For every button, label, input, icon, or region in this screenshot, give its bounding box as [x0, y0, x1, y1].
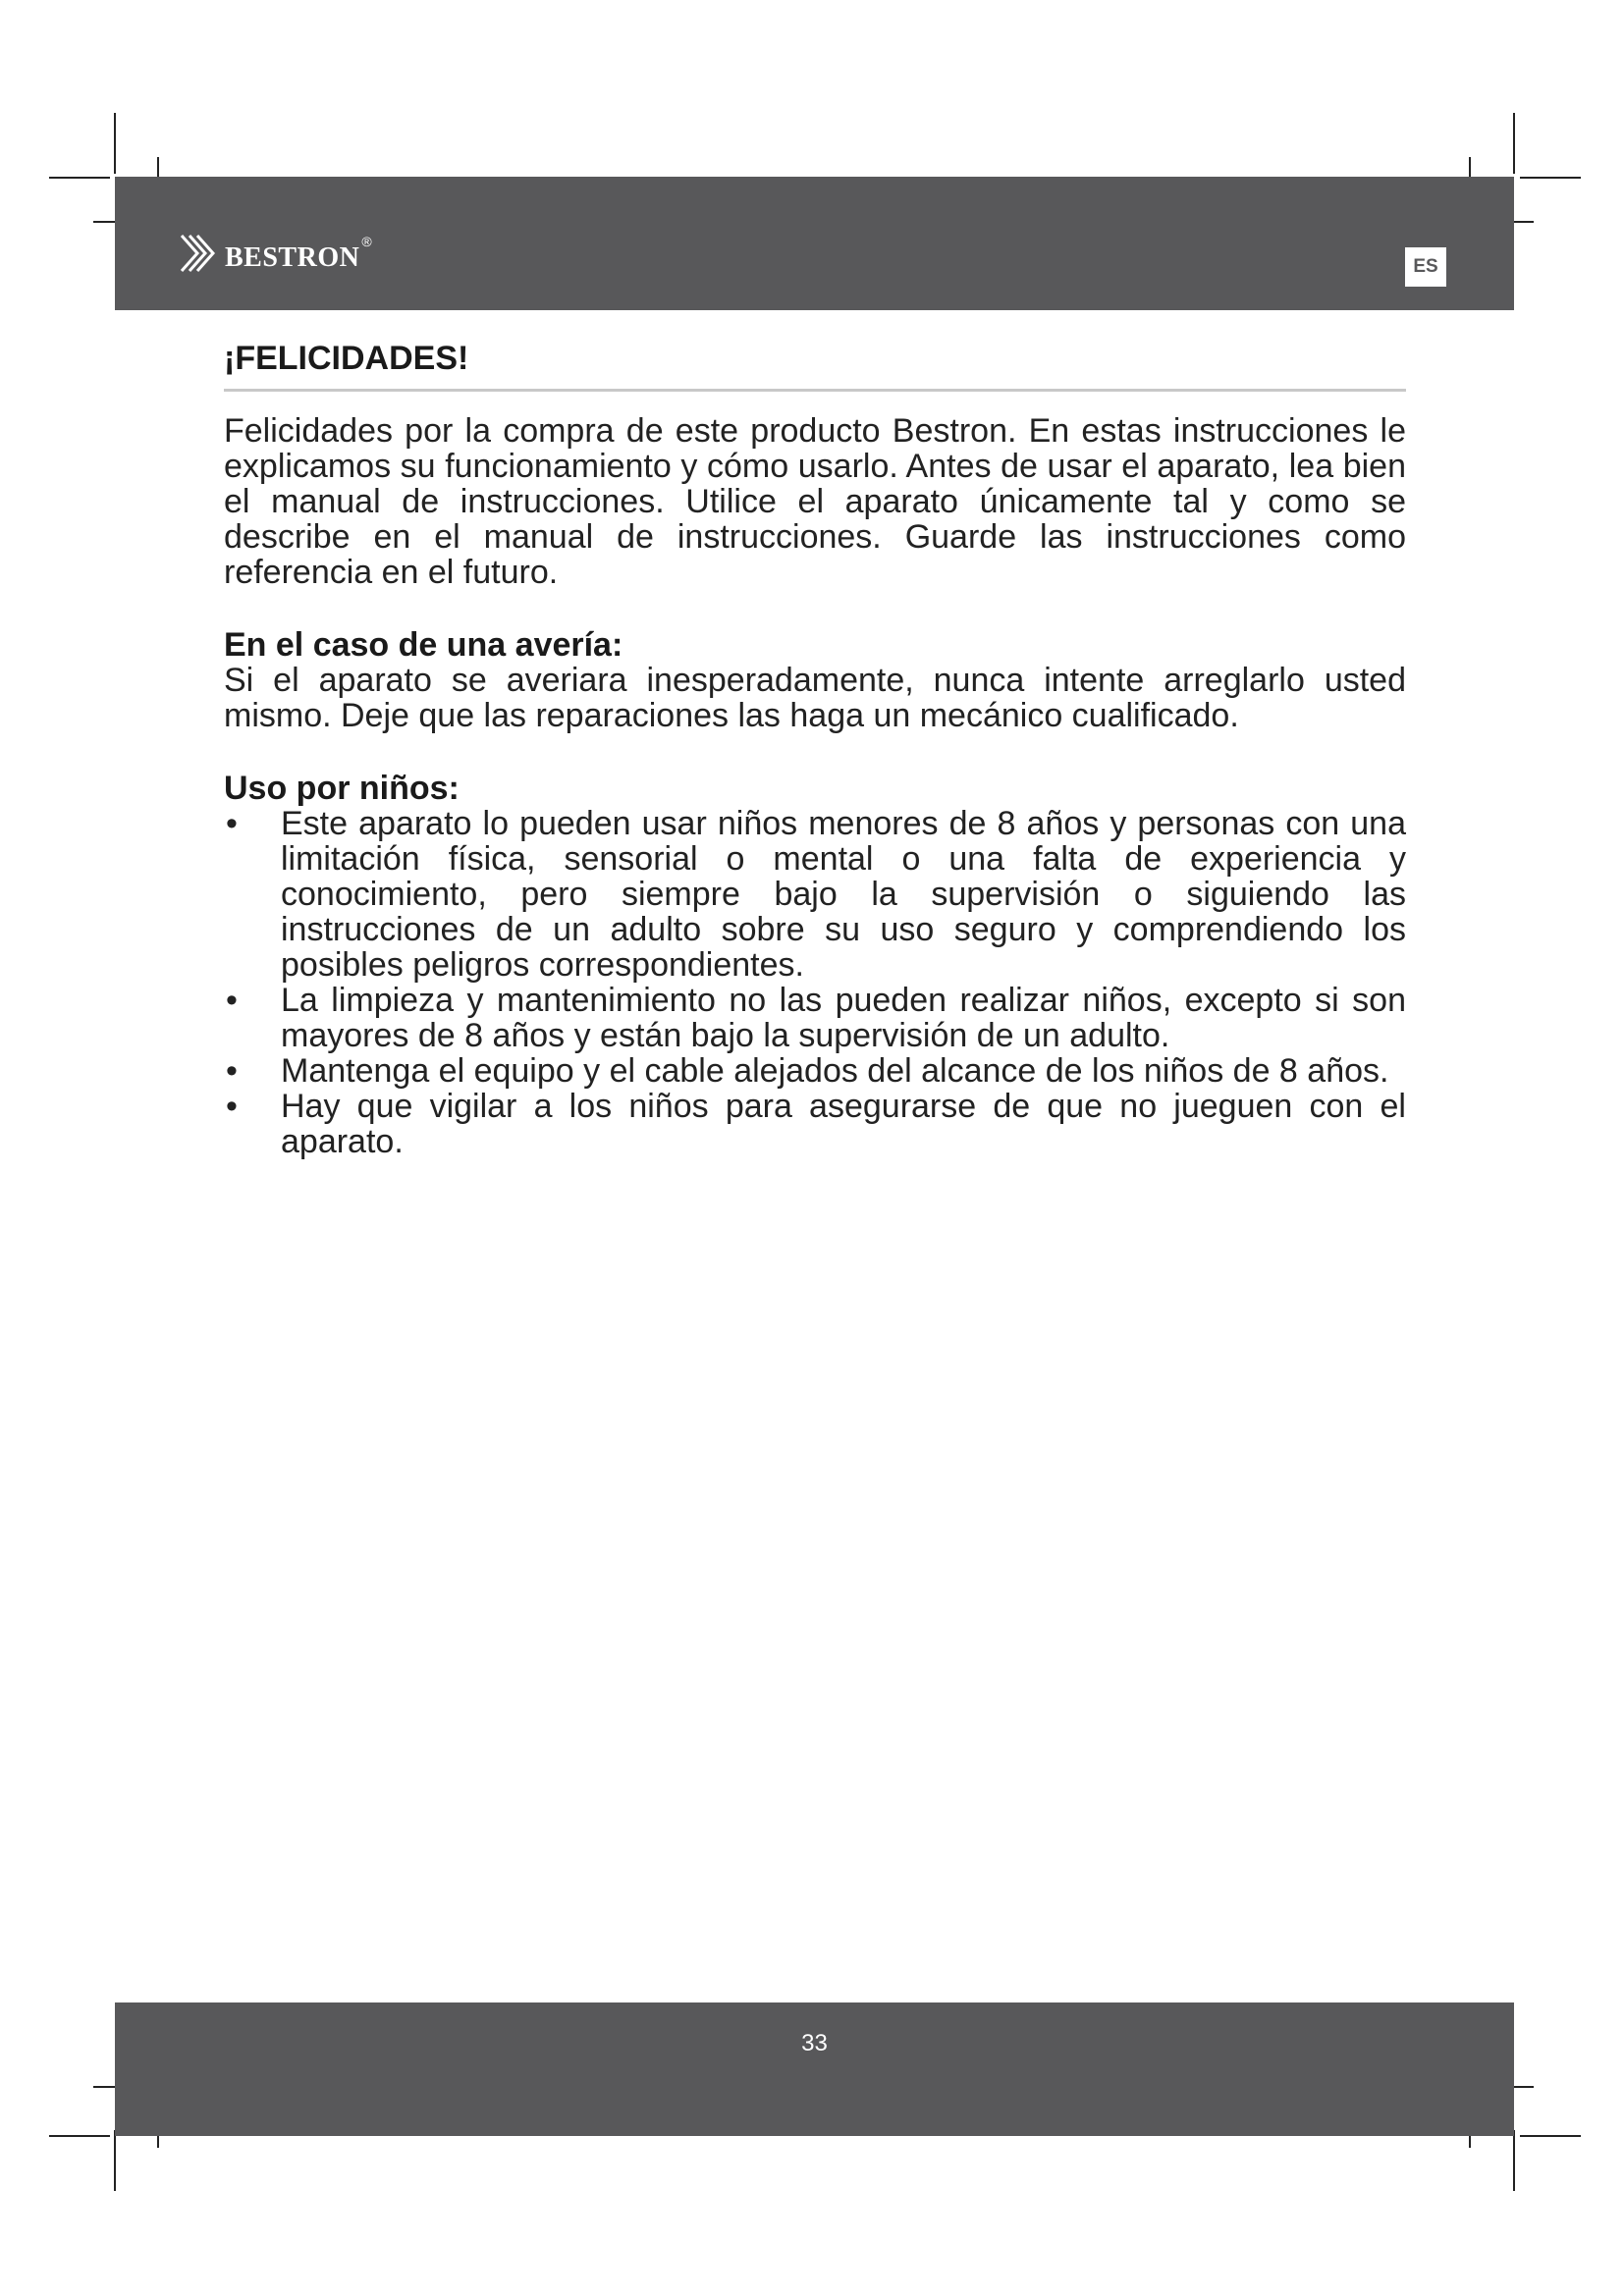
intro-paragraph: Felicidades por la compra de este producto Bestron. En estas instrucciones le explicamos su funcionamiento y cómo usarlo. Antes de usar el aparato, lea bien el manual de instrucciones. Utilice el aparato únicamente tal y como se describe en el manual de instrucciones. Guarde las instrucciones como referencia en el futuro. — [224, 411, 1406, 591]
list-item — [224, 1089, 1406, 1159]
list-item-text: Este aparato lo pueden usar niños menores de 8 años y personas con una limitación física, sensorial o mental o una falta de experiencia y conocimiento, pero siempre bajo la supervisión o siguiendo las instrucciones de un adulto sobre su uso seguro y comprendiendo los posibles peligros correspondientes. — [281, 804, 1406, 984]
footer-bar — [115, 2002, 1514, 2136]
crop-mark — [1513, 2130, 1515, 2191]
crop-mark — [114, 2130, 116, 2191]
children-bullet-list — [224, 806, 1406, 1159]
crop-mark — [49, 2135, 110, 2137]
section-heading-children: Uso por niños: — [224, 769, 460, 807]
bullet-icon: • — [226, 1087, 238, 1125]
chevron-logo-icon — [180, 234, 219, 273]
bullet-icon: • — [226, 1051, 238, 1090]
brand-name: bestron — [225, 231, 360, 275]
list-item — [224, 983, 1406, 1053]
page-title: ¡FELICIDADES! — [224, 340, 469, 377]
crop-mark — [1520, 177, 1581, 179]
page-content — [224, 339, 1406, 1159]
section-heading-breakdown: En el caso de una avería: — [224, 625, 623, 664]
list-item-text: Hay que vigilar a los niños para asegurarse de que no jueguen con el aparato. — [281, 1087, 1406, 1160]
list-item — [224, 1053, 1406, 1089]
list-item-text: La limpieza y mantenimiento no las pueden realizar niños, excepto si son mayores de 8 años y están bajo la supervisión de un adulto. — [281, 981, 1406, 1054]
section-text-breakdown: Si el aparato se averiara inesperadamente, nunca intente arreglarlo usted mismo. Deje que las reparaciones las haga un mecánico cualificado. — [224, 661, 1406, 734]
header-bar — [115, 177, 1514, 310]
bullet-icon: • — [226, 981, 238, 1019]
page-number: 33 — [801, 2030, 828, 2056]
list-item — [224, 806, 1406, 983]
bullet-icon: • — [226, 804, 238, 842]
language-badge: ES — [1405, 247, 1446, 287]
crop-mark — [49, 177, 110, 179]
crop-mark — [1513, 113, 1515, 174]
brand-logo — [180, 231, 372, 275]
crop-mark — [114, 113, 116, 174]
list-item-text: Mantenga el equipo y el cable alejados del alcance de los niños de 8 años. — [281, 1051, 1389, 1090]
title-divider — [224, 389, 1406, 392]
registered-mark: ® — [361, 234, 372, 249]
crop-mark — [1520, 2135, 1581, 2137]
